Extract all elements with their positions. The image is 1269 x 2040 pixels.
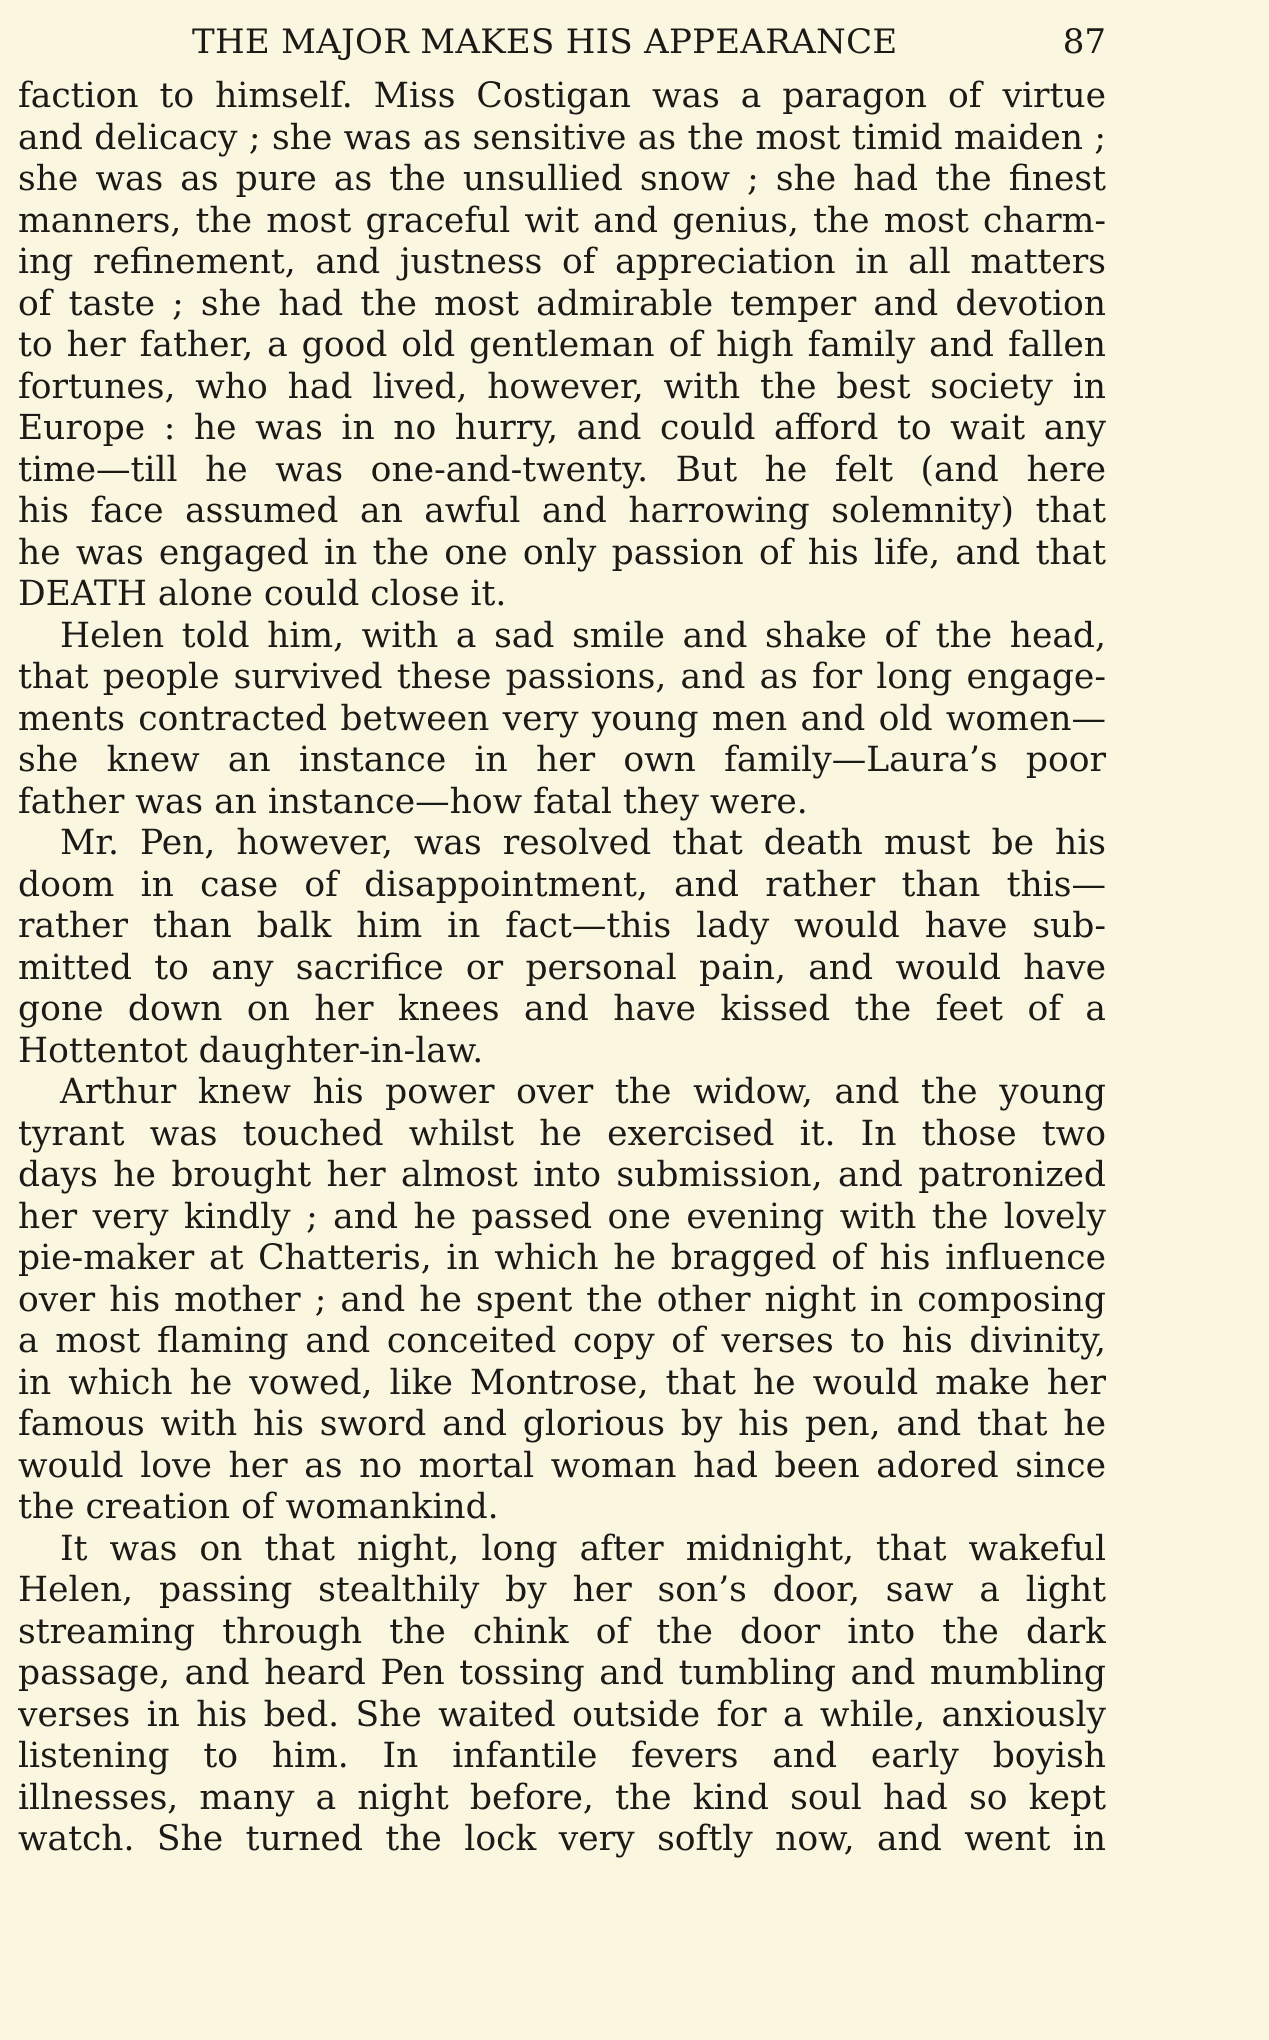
text-line: watch. She turned the lock very softly now, and went in <box>18 1819 1106 1859</box>
text-line: doom in case of disappointment, and rather than this— <box>18 864 1106 905</box>
text-line: her very kindly ; and he passed one evening with the lovely <box>18 1196 1106 1237</box>
text-line: to her father, a good old gentleman of high family and fallen <box>18 325 1106 365</box>
text-line: time—till he was one-and-twenty. But he felt (and here <box>18 449 1106 490</box>
text-line: manners, the most graceful wit and genius, the most charm- <box>18 200 1106 241</box>
text-line: she was as pure as the unsullied snow ; she had the finest <box>18 159 1106 199</box>
text-line: Helen told him, with a sad smile and shake of the head, <box>60 615 1106 656</box>
text-line: Hottentot daughter-in-law. <box>18 1030 484 1071</box>
text-line: Helen, passing stealthily by her son’s door, saw a light <box>18 1570 1106 1610</box>
text-line: rather than balk him in fact—this lady would have sub- <box>18 906 1106 946</box>
text-line: It was on that night, long after midnight, that wakeful <box>60 1528 1106 1569</box>
text-line: mitted to any sacrifice or personal pain, and would have <box>18 947 1106 988</box>
text-line: that people survived these passions, and as for long engage- <box>18 657 1106 697</box>
text-line: days he brought her almost into submission, and patronized <box>18 1155 1106 1195</box>
text-line: Mr. Pen, however, was resolved that death must be his <box>60 823 1106 863</box>
text-line: he was engaged in the one only passion of his life, and that <box>18 532 1106 573</box>
text-line: she knew an instance in her own family—Laura’s poor <box>18 740 1106 780</box>
text-line: DEATH alone could close it. <box>18 574 507 614</box>
text-line: listening to him. In infantile fevers and early boyish <box>18 1736 1106 1776</box>
text-line: gone down on her knees and have kissed the feet of a <box>18 989 1106 1029</box>
text-line: verses in his bed. She waited outside for a while, anxiously <box>18 1694 1106 1735</box>
text-line: a most flaming and conceited copy of verses to his divinity, <box>18 1321 1106 1361</box>
text-line: Europe : he was in no hurry, and could afford to wait any <box>18 408 1106 448</box>
text-line: over his mother ; and he spent the other night in composing <box>18 1279 1106 1320</box>
text-line: faction to himself. Miss Costigan was a paragon of virtue <box>18 76 1106 116</box>
text-line: Arthur knew his power over the widow, and the young <box>60 1072 1106 1112</box>
text-line: and delicacy ; she was as sensitive as the most timid maiden ; <box>18 117 1106 158</box>
book-page <box>18 22 1106 1861</box>
text-line: his face assumed an awful and harrowing solemnity) that <box>18 491 1106 531</box>
text-line: would love her as no mortal woman had been adored since <box>18 1445 1106 1486</box>
text-line: fortunes, who had lived, however, with the best society in <box>18 366 1106 407</box>
text-line: illnesses, many a night before, the kind soul had so kept <box>18 1777 1106 1818</box>
text-line: father was an instance—how fatal they were. <box>18 781 808 822</box>
chapter-title: THE MAJOR MAKES HIS APPEARANCE <box>192 22 898 62</box>
body-text <box>18 76 1106 1861</box>
text-line: passage, and heard Pen tossing and tumbling and mumbling <box>18 1653 1106 1693</box>
text-line: ing refinement, and justness of appreciation in all matters <box>18 242 1106 282</box>
text-line: tyrant was touched whilst he exercised it. In those two <box>18 1113 1106 1154</box>
text-line: pie-maker at Chatteris, in which he bragged of his influence <box>18 1238 1106 1278</box>
text-line: of taste ; she had the most admirable temper and devotion <box>18 283 1106 324</box>
text-line: streaming through the chink of the door into the dark <box>18 1611 1106 1652</box>
page-number: 87 <box>1062 22 1106 62</box>
text-line: in which he vowed, like Montrose, that he would make her <box>18 1362 1106 1403</box>
running-header <box>18 22 1106 70</box>
text-line: famous with his sword and glorious by his pen, and that he <box>18 1404 1106 1444</box>
text-line: the creation of womankind. <box>18 1487 499 1527</box>
text-line: ments contracted between very young men and old women— <box>18 698 1106 739</box>
